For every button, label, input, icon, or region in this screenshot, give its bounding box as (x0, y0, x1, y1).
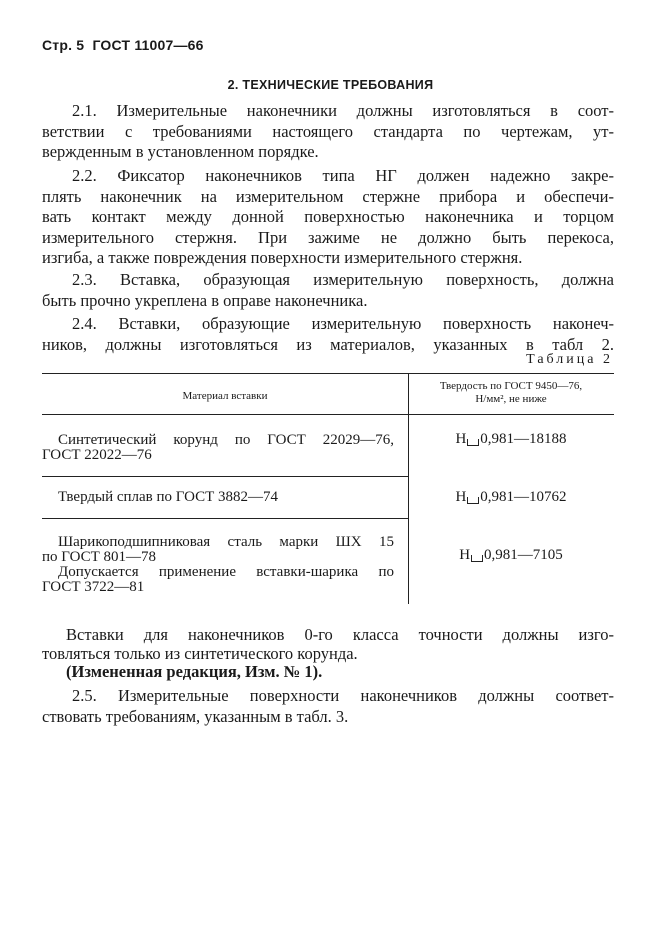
subscript-box (467, 439, 479, 446)
text-line: товляться только из синтетического корунда. (42, 644, 358, 663)
text-line: 2.2. Фиксатор наконечников типа НГ должен надежно закре- (72, 166, 614, 185)
material-line: Твердый сплав по ГОСТ 3882—74 (58, 489, 279, 505)
material-line: Шарикоподшипниковая сталь марки ШХ 15 (58, 534, 394, 550)
paragraph-2-2 (42, 166, 614, 269)
table-row-material-cont (58, 564, 394, 580)
table-row-material-cont (42, 549, 394, 565)
table-row-material-cont (42, 447, 394, 463)
text-line: 2.1. Измерительные наконечники должны изготовляться в соот- (72, 101, 614, 120)
standard-number: ГОСТ 11007—66 (92, 37, 204, 53)
table-row-rule (42, 518, 408, 519)
material-line: ГОСТ 22022—76 (42, 447, 152, 463)
table-row-hardness (408, 489, 614, 506)
paragraph-2-4 (42, 314, 614, 355)
paragraph-2-1 (42, 101, 614, 163)
table-row-hardness (408, 547, 614, 564)
paragraph-2-5 (42, 686, 614, 727)
table-header-material: Материал вставки (182, 390, 268, 402)
table-caption: Таблица 2 (526, 352, 613, 367)
text-line: вать контакт между донной поверхностью наконечника и торцом (42, 207, 614, 226)
subscript-box (471, 555, 483, 562)
page-number: Стр. 5 (42, 37, 85, 53)
hardness-value: 0,981—7105 (484, 547, 563, 563)
material-line: по ГОСТ 801—78 (42, 549, 157, 565)
paragraph-2-3 (42, 270, 614, 311)
text-line: измерительного стержня. При зажиме не должно быть перекоса, (42, 227, 614, 247)
hardness-value: 0,981—10762 (480, 489, 567, 505)
text-line: вержденным в установленном порядке. (42, 142, 319, 161)
text-line: ветствии с требованиями настоящего стандарта по чертежам, ут- (42, 121, 614, 141)
table-row-material-cont (42, 579, 394, 595)
text-line: 2.3. Вставка, образующая измерительную поверхность, должна (72, 270, 614, 289)
hardness-value: 0,981—18188 (480, 431, 567, 447)
table-row-material (58, 432, 394, 448)
amendment-note: (Измененная редакция, Изм. № 1). (66, 662, 323, 681)
material-line: ГОСТ 3722—81 (42, 579, 145, 595)
text-line: быть прочно укреплена в оправе наконечника. (42, 290, 368, 310)
table-top-rule (42, 373, 614, 374)
table-header-hardness (408, 380, 614, 406)
table-note (42, 625, 614, 663)
text-line: 2.4. Вставки, образующие измерительную поверхность наконеч- (72, 314, 614, 333)
material-line: Синтетический корунд по ГОСТ 22029—76, (58, 432, 394, 448)
subscript-box (467, 497, 479, 504)
hardness-symbol: Н (455, 489, 467, 505)
material-line: Допускается применение вставки-шарика по (58, 564, 394, 580)
section-title: 2. ТЕХНИЧЕСКИЕ ТРЕБОВАНИЯ (227, 78, 434, 92)
text-line: изгиба, а также повреждения поверхности измерительного стержня. (42, 248, 523, 267)
text-line: ствовать требованиям, указанным в табл. 3. (42, 706, 349, 726)
text-line: плять наконечник на измерительном стержне прибора и обеспечи- (42, 186, 614, 206)
table-header-rule (42, 414, 614, 415)
table-row-rule (42, 476, 408, 477)
table-row-material (58, 489, 394, 505)
text-line: 2.5. Измерительные поверхности наконечников должны соответ- (72, 686, 614, 705)
text-line: Вставки для наконечников 0-го класса точности должны изго- (66, 625, 614, 644)
hardness-header-line1: Твердость по ГОСТ 9450—76, (439, 380, 583, 392)
text-line: ников, должны изготовляться из материалов, указанных в табл 2. (42, 334, 614, 354)
table-row-hardness (408, 431, 614, 448)
page-header (42, 37, 204, 53)
hardness-symbol: Н (459, 547, 471, 563)
hardness-header-line2: Н/мм², не ниже (475, 393, 547, 405)
table-row-material (58, 534, 394, 550)
hardness-symbol: Н (455, 431, 467, 447)
